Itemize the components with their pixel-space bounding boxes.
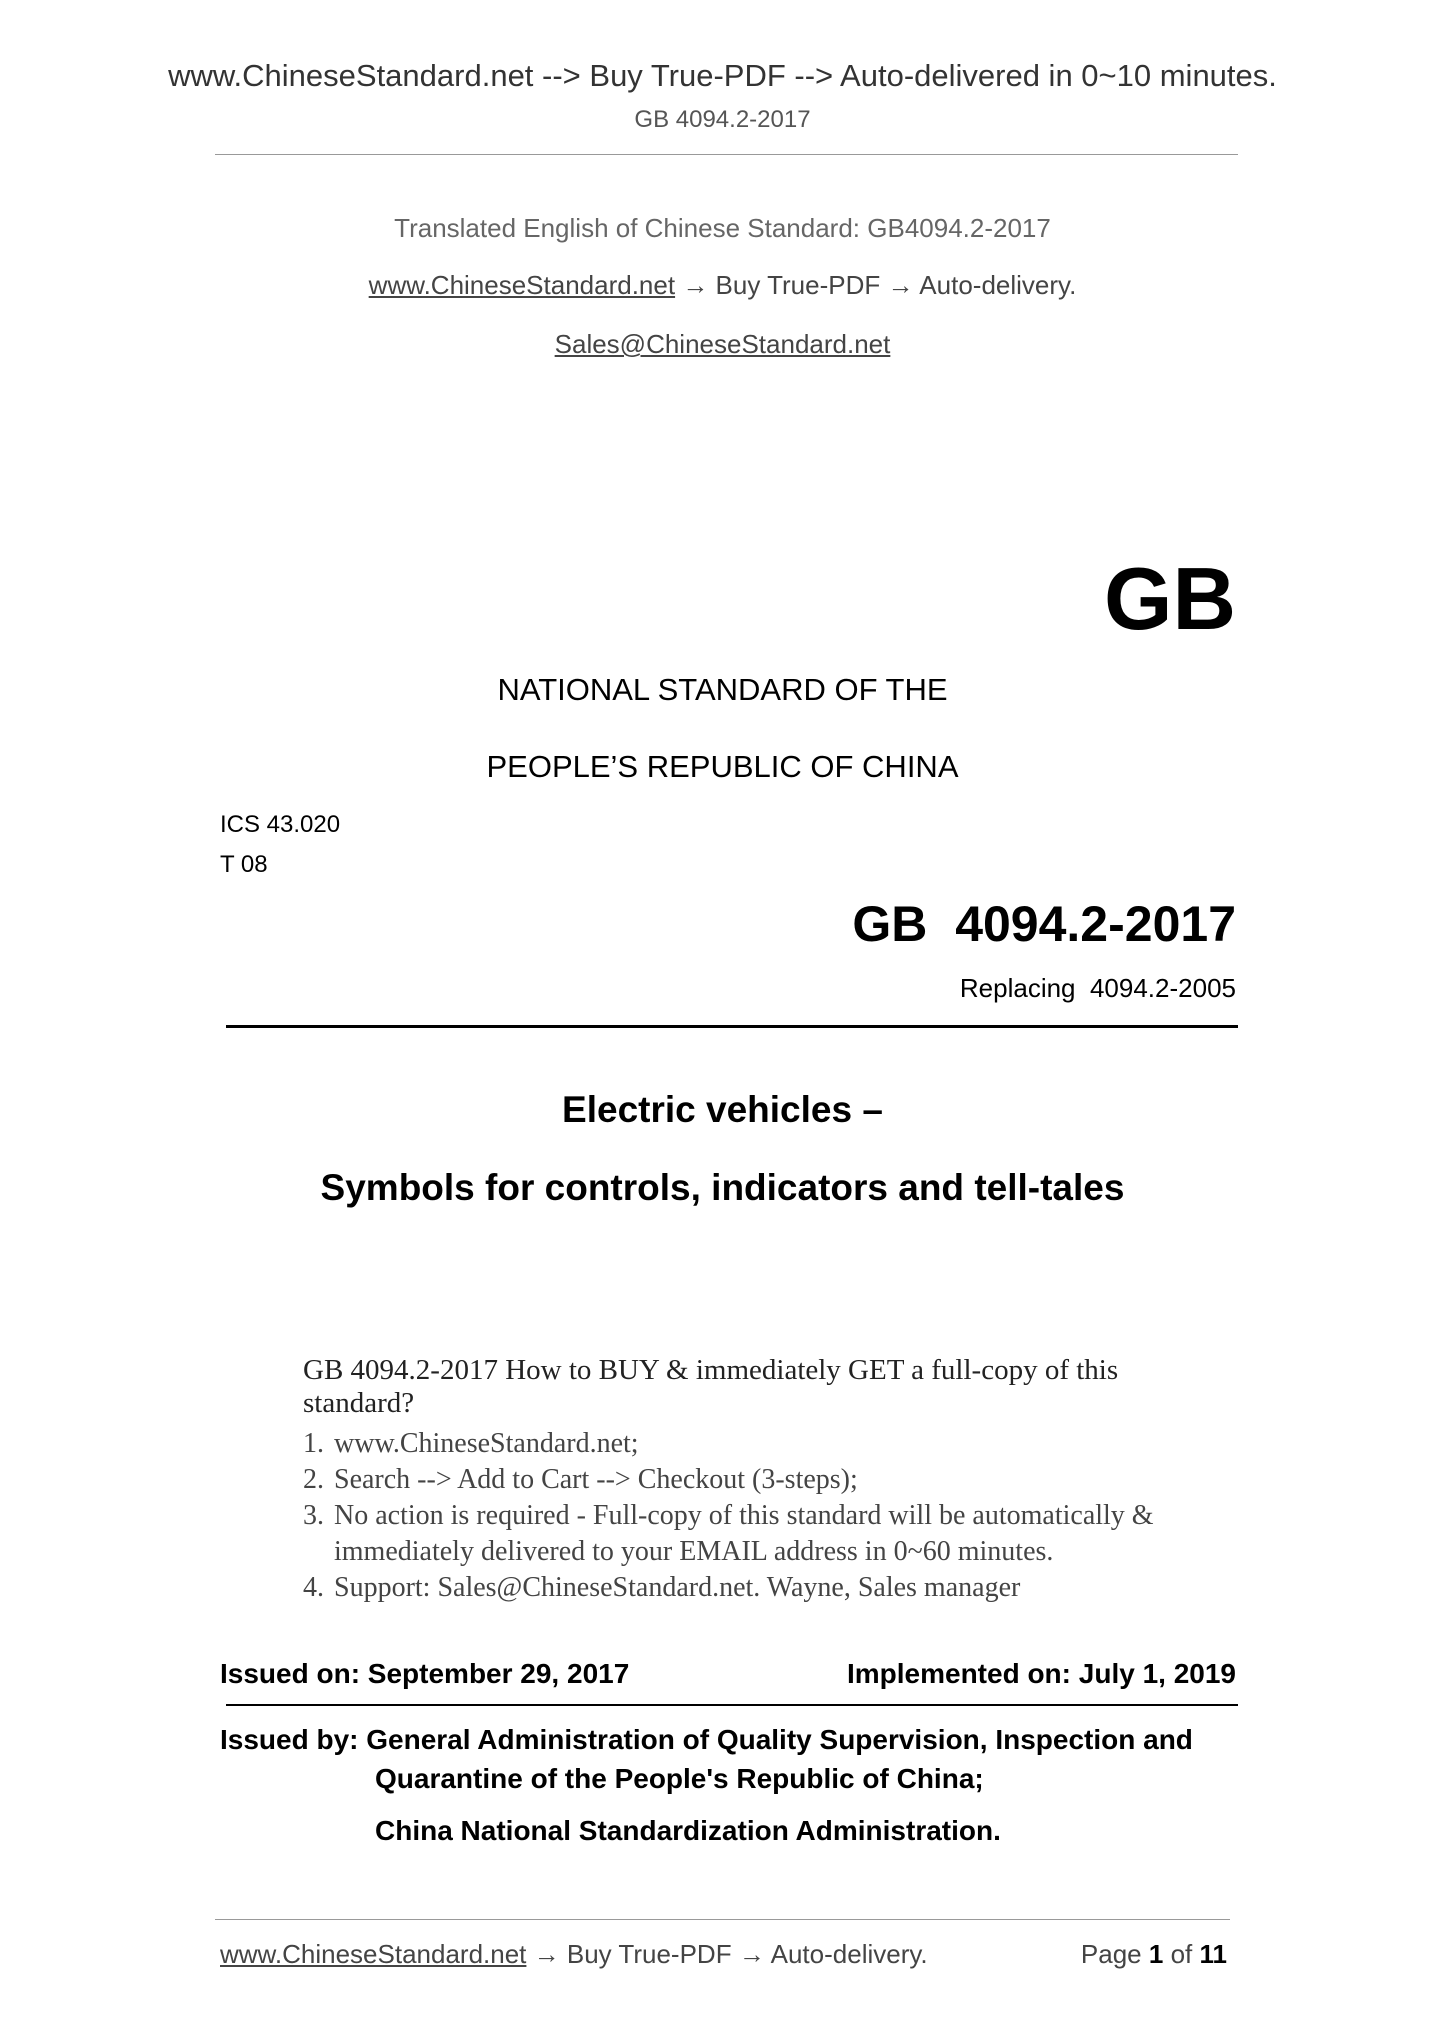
national-standard-line2: PEOPLE’S REPUBLIC OF CHINA [486,749,959,784]
footer-site-link[interactable]: www.ChineseStandard.net [220,1939,527,1969]
footer-link-line [220,1939,928,1970]
document-title-line2: Symbols for controls, indicators and tell-tales [320,1167,1125,1208]
footer-auto-text: Auto-delivery. [770,1939,928,1969]
footer-buy-text: Buy True-PDF [566,1939,732,1969]
list-item: 2. Search --> Add to Cart --> Checkout (3-steps); [303,1464,858,1495]
national-standard-line1: NATIONAL STANDARD OF THE [497,672,948,707]
replacing-note: Replacing 4094.2-2005 [959,973,1236,1003]
document-title-line1: Electric vehicles – [562,1089,883,1130]
arrow-icon: → [533,1939,560,1969]
header-divider [215,154,1238,155]
page-number: 1 [1148,1939,1164,1969]
auto-delivery-text: Auto-delivery. [919,270,1077,300]
page-total: 11 [1199,1939,1227,1969]
issued-by-line2: Quarantine of the People's Republic of China; [375,1763,984,1794]
list-item: immediately delivered to your EMAIL address in 0~60 minutes. [334,1536,1054,1567]
header-top-line: www.ChineseStandard.net --> Buy True-PDF --> Auto-delivered in 0~10 minutes. [168,58,1277,93]
issued-date: Issued on: September 29, 2017 [220,1658,630,1689]
ics-code: ICS 43.020 [220,811,341,838]
standard-number: GB 4094.2-2017 [852,896,1236,952]
list-item: 1. www.ChineseStandard.net; [303,1428,639,1459]
page-indicator: Page 1 of 11 [1080,1939,1227,1969]
implemented-date: Implemented on: July 1, 2019 [846,1658,1236,1689]
list-item: 4. Support: Sales@ChineseStandard.net. Wayne, Sales manager [303,1572,1021,1603]
arrow-icon: → [738,1939,765,1969]
header-standard-code: GB 4094.2-2017 [634,106,811,133]
arrow-icon: → [682,270,709,300]
dates-divider [226,1704,1238,1706]
buy-instructions [303,1354,1223,1606]
gb-mark: GB [1104,549,1236,648]
issued-by-line1: Issued by: General Administration of Quality Supervision, Inspection and [220,1724,1193,1755]
list-item: 3. No action is required - Full-copy of this standard will be automatically & [303,1500,1154,1531]
buy-question: GB 4094.2-2017 How to BUY & immediately GET a full-copy of this standard? [303,1354,1119,1419]
site-link[interactable]: www.ChineseStandard.net [368,270,676,300]
translated-note: Translated English of Chinese Standard: GB4094.2-2017 [394,213,1051,243]
issued-by-line3: China National Standardization Administration. [375,1815,1001,1846]
sales-email-line [0,329,1445,360]
buy-steps-list [303,1426,1223,1606]
sales-email-link[interactable]: Sales@ChineseStandard.net [554,329,891,359]
buy-text: Buy True-PDF [715,270,881,300]
t-code: T 08 [220,851,268,878]
intro-link-line [0,270,1445,301]
arrow-icon: → [887,270,914,300]
issued-by-block [220,1720,1240,1850]
title-divider [226,1025,1238,1028]
footer-divider [215,1919,1230,1920]
